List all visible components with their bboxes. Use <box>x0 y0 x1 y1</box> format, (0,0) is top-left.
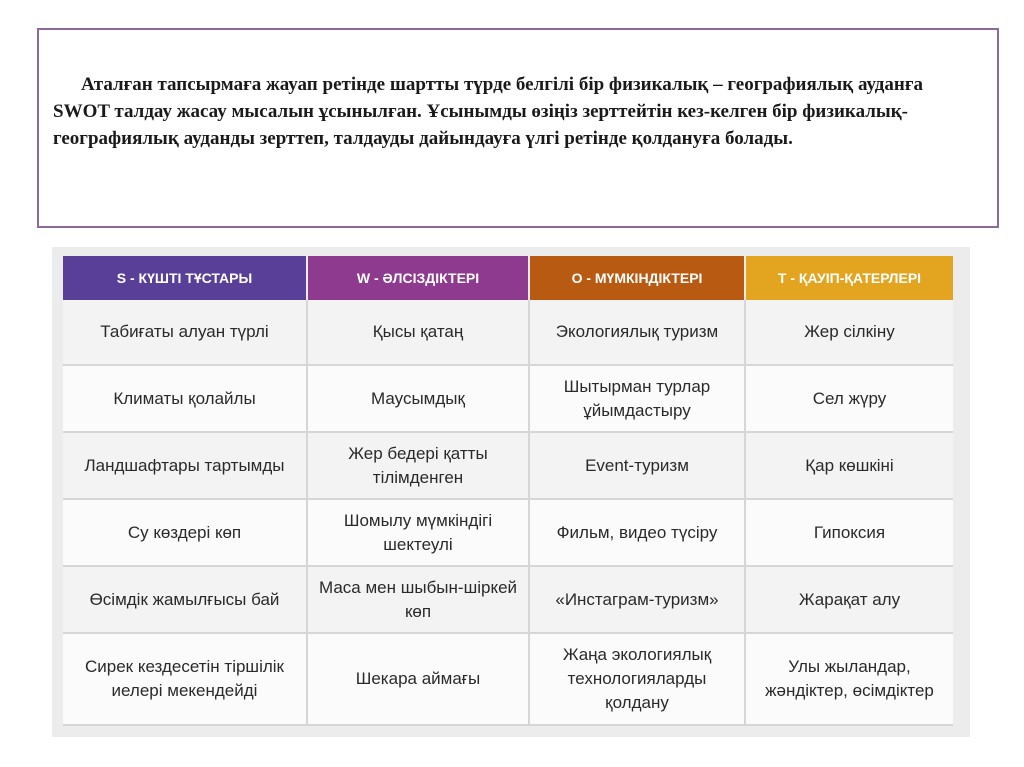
cell-weakness: Маусымдық <box>308 366 530 433</box>
cell-weakness: Шомылу мүмкіндігі шектеулі <box>308 500 530 567</box>
header-weaknesses: W - ӘЛСІЗДІКТЕРІ <box>308 256 530 300</box>
table-row <box>63 433 953 500</box>
cell-threat: Қар көшкіні <box>746 433 953 500</box>
cell-threat: Жарақат алу <box>746 567 953 634</box>
cell-strength: Су көздері көп <box>63 500 308 567</box>
swot-table <box>63 256 953 726</box>
cell-strength: Ландшафтары тартымды <box>63 433 308 500</box>
table-row <box>63 500 953 567</box>
table-row <box>63 300 953 366</box>
cell-weakness: Маса мен шыбын-шіркей көп <box>308 567 530 634</box>
cell-strength: Сирек кездесетін тіршілік иелері мекендейді <box>63 634 308 726</box>
cell-opportunity: Event-туризм <box>530 433 746 500</box>
cell-strength: Өсімдік жамылғысы бай <box>63 567 308 634</box>
cell-weakness: Қысы қатаң <box>308 300 530 366</box>
table-row <box>63 567 953 634</box>
cell-opportunity: Шытырман турлар ұйымдастыру <box>530 366 746 433</box>
cell-threat: Улы жыландар, жәндіктер, өсімдіктер <box>746 634 953 726</box>
cell-strength: Табиғаты алуан түрлі <box>63 300 308 366</box>
table-row <box>63 366 953 433</box>
table-row <box>63 634 953 726</box>
cell-weakness: Жер бедері қатты тілімденген <box>308 433 530 500</box>
cell-opportunity: Экологиялық туризм <box>530 300 746 366</box>
intro-paragraph: Аталған тапсырмаға жауап ретінде шартты түрде белгілі бір физикалық – географиялық ауданға SWOT талдау жасау мысалын ұсынылған. Ұсынымды өзіңіз зерттейтін кез-келген бір физикалық-географиялық ауданды зерттеп, талдауды дайындауға үлгі ретінде қолдануға болады. <box>53 74 923 149</box>
cell-threat: Гипоксия <box>746 500 953 567</box>
cell-opportunity: Жаңа экологиялық технологияларды қолдану <box>530 634 746 726</box>
header-strengths: S - КҮШТІ ТҰСТАРЫ <box>63 256 308 300</box>
header-opportunities: O - МҮМКІНДІКТЕРІ <box>530 256 746 300</box>
swot-header-row <box>63 256 953 300</box>
cell-weakness: Шекара аймағы <box>308 634 530 726</box>
intro-textbox <box>37 28 999 228</box>
cell-strength: Климаты қолайлы <box>63 366 308 433</box>
cell-opportunity: Фильм, видео түсіру <box>530 500 746 567</box>
cell-opportunity: «Инстаграм-туризм» <box>530 567 746 634</box>
cell-threat: Сел жүру <box>746 366 953 433</box>
cell-threat: Жер сілкіну <box>746 300 953 366</box>
swot-table-image <box>52 247 970 737</box>
header-threats: T - ҚАУІП-ҚАТЕРЛЕРІ <box>746 256 953 300</box>
